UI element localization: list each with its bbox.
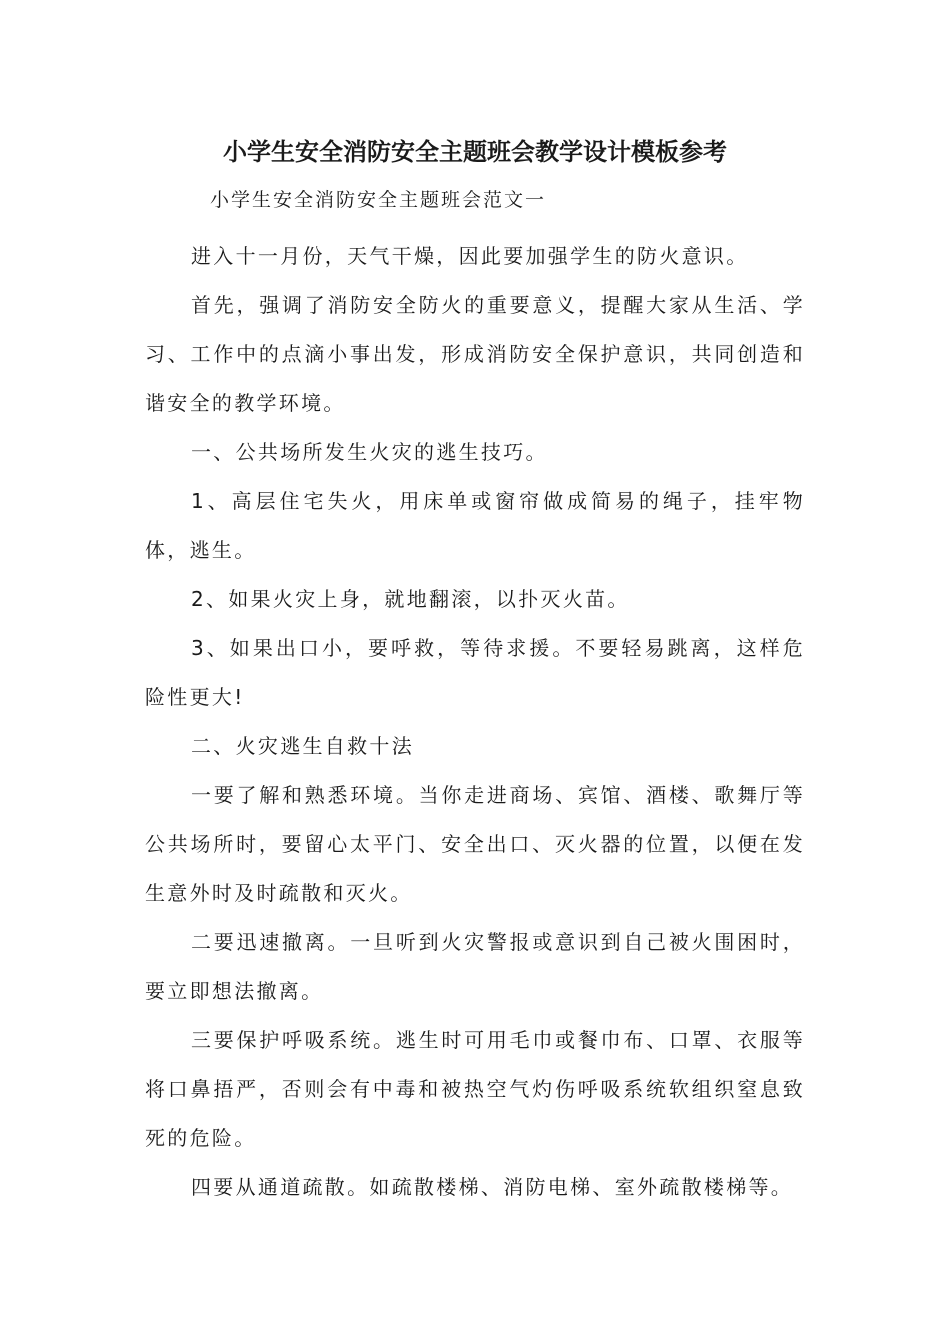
section-heading-ten-methods: 二、火灾逃生自救十法 <box>191 734 414 758</box>
document-body <box>145 232 805 1212</box>
document-subtitle: 小学生安全消防安全主题班会范文一 <box>210 189 547 211</box>
paragraph-method-3: 三要保护呼吸系统。逃生时可用毛巾或餐巾布、口罩、衣服等将口鼻捂严，否则会有中毒和被热空气灼伤呼吸系统软组织窒息致死的危险。 <box>145 1028 805 1150</box>
list-item-tip-1: 1、高层住宅失火，用床单或窗帘做成简易的绳子，挂牢物体，逃生。 <box>145 489 805 562</box>
paragraph-method-1: 一要了解和熟悉环境。当你走进商场、宾馆、酒楼、歌舞厅等公共场所时，要留心太平门、安全出口、灭火器的位置，以便在发生意外时及时疏散和灭火。 <box>145 783 805 905</box>
paragraph-method-2: 二要迅速撤离。一旦听到火灾警报或意识到自己被火围困时，要立即想法撤离。 <box>145 930 805 1003</box>
paragraph-method-4: 四要从通道疏散。如疏散楼梯、消防电梯、室外疏散楼梯等。 <box>191 1175 794 1199</box>
paragraph-intro: 进入十一月份，天气干燥，因此要加强学生的防火意识。 <box>191 244 749 268</box>
list-item-tip-3: 3、如果出口小，要呼救，等待求援。不要轻易跳离，这样危险性更大! <box>145 636 805 709</box>
document-title: 小学生安全消防安全主题班会教学设计模板参考 <box>223 138 727 166</box>
paragraph-importance: 首先，强调了消防安全防火的重要意义，提醒大家从生活、学习、工作中的点滴小事出发，形成消防安全保护意识，共同创造和谐安全的教学环境。 <box>145 293 805 415</box>
list-item-tip-2: 2、如果火灾上身，就地翻滚，以扑灭火苗。 <box>191 587 630 611</box>
section-heading-escape-tips: 一、公共场所发生火灾的逃生技巧。 <box>191 440 548 464</box>
